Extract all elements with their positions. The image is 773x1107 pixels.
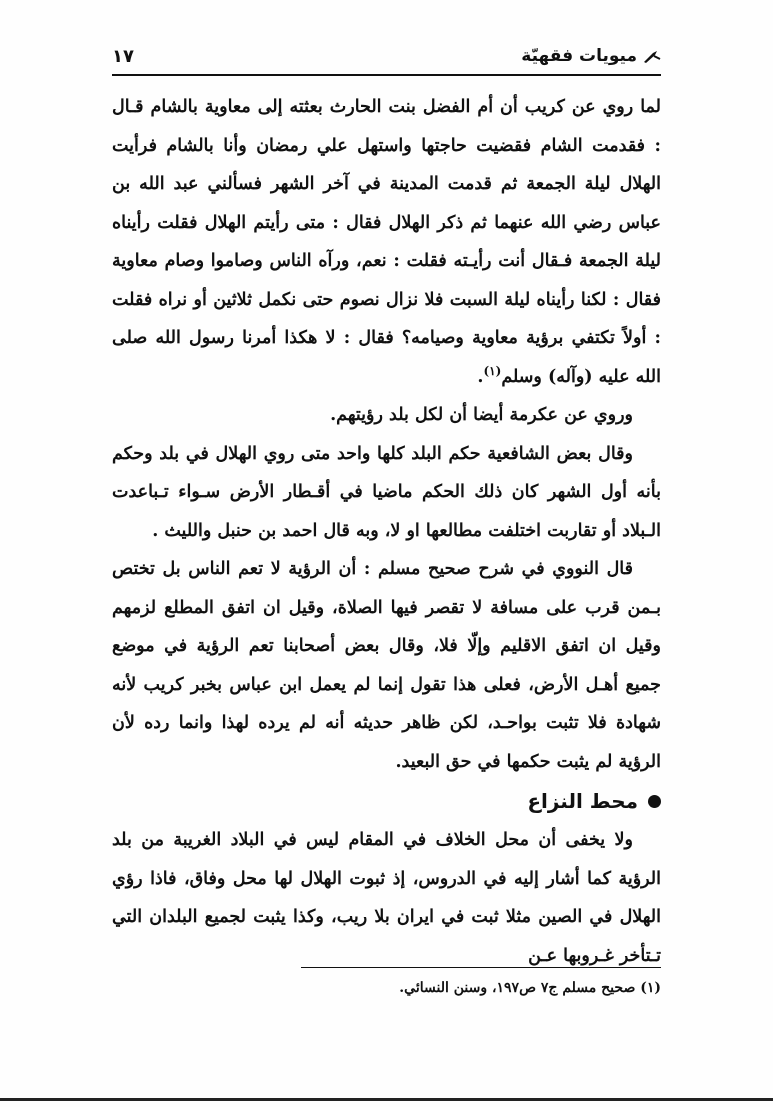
paragraph-section: ولا يخفى أن محل الخلاف في المقام ليس في البلاد الغريبة من بلد الرؤية كما أشار إليه في الدروس، إذ ثبوت الهلال لها محل وفاق، فاذا رؤي الهلال في الصين مثلا ثبت في ايران بلا ريب، وكذا يثبت لجميع البلدان التي تـتأخر غـروبها عـن (112, 830, 661, 966)
page-body (112, 88, 661, 975)
footnote-rule (301, 967, 661, 968)
page-number: ١٧ (112, 46, 134, 67)
header-rule (112, 74, 661, 76)
running-title-text: ميويات فقهيّة (521, 46, 637, 66)
paragraph-nawawi: قال النووي في شرح صحيح مسلم : أن الرؤية لا تعم الناس بل تختص بـمن قرب على مسافة لا تقصر فيها الصلاة، وقيل ان اتفق المطلع لزمهم وقيل ان اتفق الاقليم وإلّا فلا، وقال بعض أصحابنا تعم الرؤية في موضع جميع أهـل الأرض، فعلى هذا تقول إنما لم يعمل ابن عباس بخبر كريب لأنه شهادة فلا تثبت بواحـد، لكن ظاهر حديثه أنه لم يرده لهذا وانما رده لأن الرؤية لم يثبت حكمها في حق البعيد. (112, 559, 661, 772)
bottom-edge-rule (0, 1098, 773, 1101)
section-heading-text: محط النزاع (527, 789, 638, 813)
footnote-reference: (١) (483, 363, 502, 378)
page-header (112, 44, 661, 74)
running-title (521, 46, 661, 66)
paragraph-kurayb-narration: لما روي عن كريب أن أم الفضل بنت الحارث بعثته إلى معاوية بالشام قـال : فقدمت الشام فقضيت حاجتها واستهل علي رمضان وأنا بالشام فرأيت الهلال ليلة الجمعة ثم قدمت المدينة في آخر الشهر فسألني عبد الله بن عباس رضي الله عنهما ثم ذكر الهلال فقال : متى رأيتم الهلال فقلت رأيناه ليلة الجمعة فـقال أنت رأيـته فقلت : نعم، ورآه الناس وصاموا وصام معاوية فقال : لكنا رأيناه ليلة السبت فلا نزال نصوم حتى نكمل ثلاثين أو نراه فقلت : أولاً تكتفي برؤية معاوية وصيامه؟ فقال : لا هكذا أمرنا رسول الله صلى الله عليه (وآله) وسلم$^{(١)}$. (112, 97, 661, 387)
paragraph-text: لما روي عن كريب أن أم الفضل بنت الحارث بعثته إلى معاوية بالشام قـال : فقدمت الشام فقضيت حاجتها واستهل علي رمضان وأنا بالشام فرأيت الهلال ليلة الجمعة ثم قدمت المدينة في آخر الشهر فسألني عبد الله بن عباس رضي الله عنهما ثم ذكر الهلال فقال : متى رأيتم الهلال فقلت رأيناه ليلة الجمعة فـقال أنت رأيـته فقلت : نعم، ورآه الناس وصاموا وصام معاوية فقال : لكنا رأيناه ليلة السبت فلا نزال نصوم حتى نكمل ثلاثين أو نراه فقلت : أولاً تكتفي برؤية معاوية وصيامه؟ فقال : لا هكذا أمرنا رسول الله صلى الله عليه (وآله) وسلم (112, 97, 661, 387)
section-heading (112, 781, 661, 821)
pen-icon (643, 49, 661, 63)
footnote: (١) صحيح مسلم ج٧ ص١٩٧، وسنن النسائي. (399, 980, 661, 996)
paragraph-ikrima: وروي عن عكرمة أيضا أن لكل بلد رؤيتهم. (330, 405, 633, 425)
paragraph-shafii: وقال بعض الشافعية حكم البلد كلها واحد متى روي الهلال في بلد وحكم بأنه أول الشهر كان ذلك الحكم ماضيا في أقـطار الأرض سـواء تـباعدت الـبلاد أو تقاربت اختلفت مطالعها او لا، وبه قال احمد بن حنبل والليث . (112, 443, 661, 541)
bullet-icon (648, 795, 661, 808)
